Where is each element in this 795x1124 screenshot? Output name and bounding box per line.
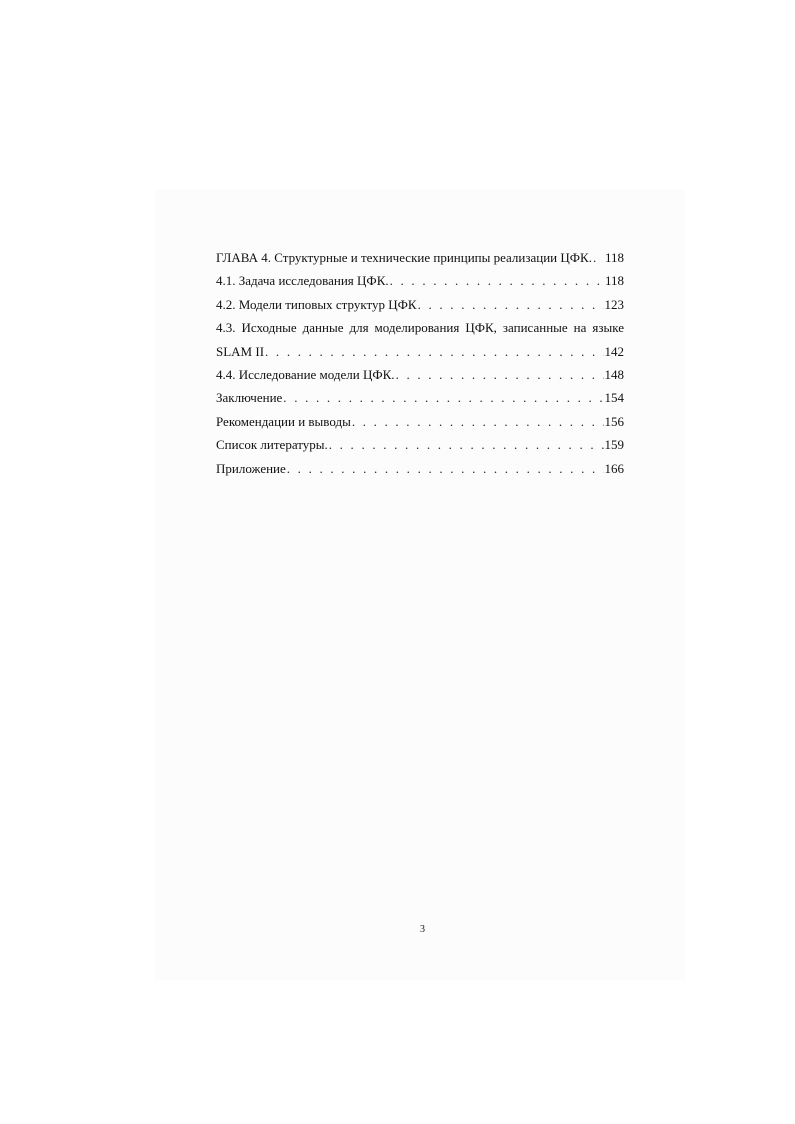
toc-entry-conclusion [216,386,624,409]
toc-leader-dots [352,410,604,433]
toc-entry-recommendations [216,410,624,433]
toc-leader-dots [593,246,604,269]
toc-entry-title: Рекомендации и выводы [216,413,351,429]
toc-entry-page: 118 [604,273,624,289]
toc-leader-dots [390,269,604,292]
toc-leader-dots [418,293,604,316]
toc-entry-page: 142 [604,343,624,359]
toc-leader-dots [396,363,604,386]
toc-entry-title: Приложение [216,460,286,476]
toc-entry-page: 166 [604,460,624,476]
toc-entry-references [216,433,624,456]
toc-entry-title: 4.2. Модели типовых структур ЦФК [216,296,417,312]
toc-entry-page: 118 [604,250,624,265]
toc-entry-title: 4.3. Исходные данные для моделирования ЦФК, записанные на языке [216,320,624,336]
toc-entry-page: 148 [604,366,624,382]
toc-entry-page: 154 [604,390,624,406]
toc-entry-section-4-3-line2 [216,340,624,363]
toc-entry-title: ГЛАВА 4. Структурные и технические принципы реализации ЦФК. [216,250,592,265]
toc-entry-title: SLAM II [216,343,265,359]
toc-entry-chapter-4 [216,246,624,269]
toc-entry-page: 156 [604,413,624,429]
toc-entry-section-4-3-line1 [216,316,624,339]
toc-entry-page: 123 [604,296,624,312]
toc-entry-page: 159 [604,437,624,453]
toc-leader-dots [265,340,603,363]
toc-entry-title: Заключение [216,390,283,406]
toc-entry-section-4-4 [216,363,624,386]
table-of-contents [216,246,624,480]
toc-leader-dots [287,457,604,480]
toc-entry-title: Список литературы. [216,437,328,453]
toc-entry-section-4-2 [216,293,624,316]
toc-leader-dots [329,433,604,456]
toc-entry-appendix [216,457,624,480]
toc-leader-dots [283,386,603,409]
toc-entry-section-4-1 [216,269,624,292]
page-number: 3 [420,924,425,935]
toc-entry-title: 4.1. Задача исследования ЦФК. [216,273,389,289]
toc-entry-title: 4.4. Исследование модели ЦФК. [216,366,395,382]
